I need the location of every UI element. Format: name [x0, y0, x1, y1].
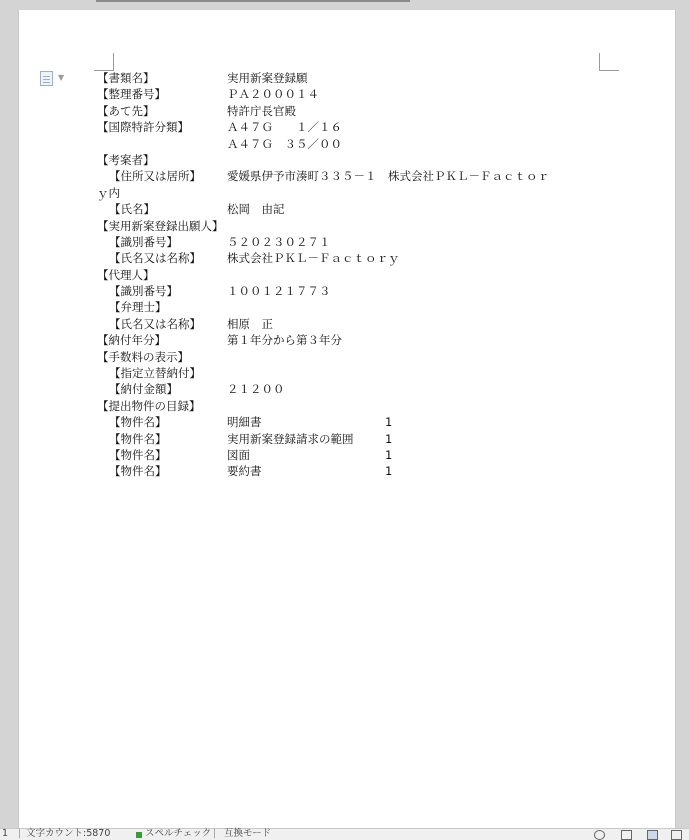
document-line [97, 185, 637, 201]
field-label: 【物件名】 [109, 431, 167, 446]
document-page[interactable] [18, 10, 676, 828]
field-value: Ａ４７Ｇ １／１６ [227, 120, 342, 135]
field-label: 【氏名又は名称】 [109, 251, 201, 266]
field-label: ｙ内 [97, 185, 120, 200]
document-body[interactable] [97, 70, 637, 480]
tab-indicator [96, 0, 410, 2]
crop-mark-top-left [94, 53, 114, 71]
field-label: 【氏名】 [109, 202, 155, 217]
document-line [97, 414, 637, 430]
field-label: 【書類名】 [97, 71, 155, 85]
item-count: 1 [385, 415, 392, 430]
field-label: 【納付年分】 [97, 333, 166, 348]
field-value: 松岡 由記 [227, 202, 285, 217]
document-line [97, 267, 637, 283]
item-count: 1 [385, 447, 392, 462]
field-label: 【弁理士】 [109, 300, 167, 315]
item-count: 1 [385, 431, 392, 446]
top-strip [0, 0, 689, 10]
document-line [97, 431, 637, 447]
item-count: 1 [385, 464, 392, 479]
word-count[interactable]: 文字カウント:5870 [26, 828, 111, 839]
crop-mark-top-right [599, 53, 619, 71]
document-line [97, 447, 637, 463]
field-label: 【物件名】 [109, 464, 167, 479]
separator: | [18, 828, 22, 839]
field-label: 【識別番号】 [109, 234, 178, 249]
document-line [97, 349, 637, 365]
document-line [97, 381, 637, 397]
field-label: 【氏名又は名称】 [109, 316, 201, 331]
field-label: 【物件名】 [109, 447, 167, 462]
field-value: 実用新案登録願 [227, 71, 308, 85]
field-value: Ａ４７Ｇ ３５／００ [227, 136, 342, 151]
document-line [97, 218, 637, 234]
field-label: 【納付金額】 [109, 382, 178, 397]
focus-view-icon[interactable] [621, 830, 632, 840]
field-value: ５２０２３０２７１ [227, 234, 331, 249]
field-label: 【代理人】 [97, 267, 155, 282]
document-line [97, 234, 637, 250]
field-label: 【住所又は居所】 [109, 169, 201, 184]
document-line [97, 299, 637, 315]
document-line [97, 250, 637, 266]
field-label: 【手数料の表示】 [97, 349, 189, 364]
document-line [97, 168, 637, 184]
field-label: 【考案者】 [97, 152, 155, 167]
field-label: 【指定立替納付】 [109, 366, 201, 381]
field-value: 図面 [227, 447, 250, 462]
field-value: 愛媛県伊予市湊町３３５－１ 株式会社ＰＫＬ－Ｆａｃｔｏｒ [227, 169, 549, 184]
field-value: 第１年分から第３年分 [227, 333, 342, 348]
document-line [97, 136, 637, 152]
compat-mode[interactable]: 互換モード [224, 828, 272, 839]
field-value: 特許庁長官殿 [227, 103, 296, 118]
field-label: 【国際特許分類】 [97, 120, 189, 135]
field-label: 【識別番号】 [109, 284, 178, 299]
spellcheck-icon [136, 832, 142, 838]
field-value: 実用新案登録請求の範囲 [227, 431, 354, 446]
field-label: 【提出物件の目録】 [97, 398, 201, 413]
document-line [97, 283, 637, 299]
document-line [97, 365, 637, 381]
page-indicator[interactable] [2, 828, 8, 840]
chevron-down-icon[interactable]: ▼ [58, 73, 65, 82]
spellcheck-status[interactable]: スペルチェック [145, 828, 212, 839]
field-label: 【あて先】 [97, 103, 155, 118]
document-line [97, 119, 637, 135]
field-value: ＰＡ２０００１４ [227, 87, 319, 102]
field-value: １００１２１７７３ [227, 284, 331, 299]
document-line [97, 86, 637, 102]
page-number: 1 [2, 828, 9, 839]
document-line [97, 103, 637, 119]
field-value: 株式会社ＰＫＬ－Ｆａｃｔｏｒｙ [227, 251, 400, 266]
print-layout-icon[interactable] [647, 830, 658, 840]
field-label: 【整理番号】 [97, 87, 166, 102]
web-layout-icon[interactable] [671, 830, 682, 840]
field-value: 相原 正 [227, 316, 273, 331]
document-line [97, 398, 637, 414]
field-value: 要約書 [227, 464, 262, 479]
field-label: 【物件名】 [109, 415, 167, 430]
document-line [97, 152, 637, 168]
history-icon[interactable] [594, 830, 605, 840]
separator: | [213, 828, 217, 839]
status-bar [0, 828, 689, 840]
field-label: 【実用新案登録出願人】 [97, 218, 224, 233]
document-line [97, 316, 637, 332]
document-icon[interactable] [40, 71, 53, 86]
document-line [97, 463, 637, 479]
document-line [97, 70, 637, 86]
field-value: ２１２００ [227, 382, 285, 397]
document-line [97, 201, 637, 217]
document-line [97, 332, 637, 348]
field-value: 明細書 [227, 415, 262, 430]
